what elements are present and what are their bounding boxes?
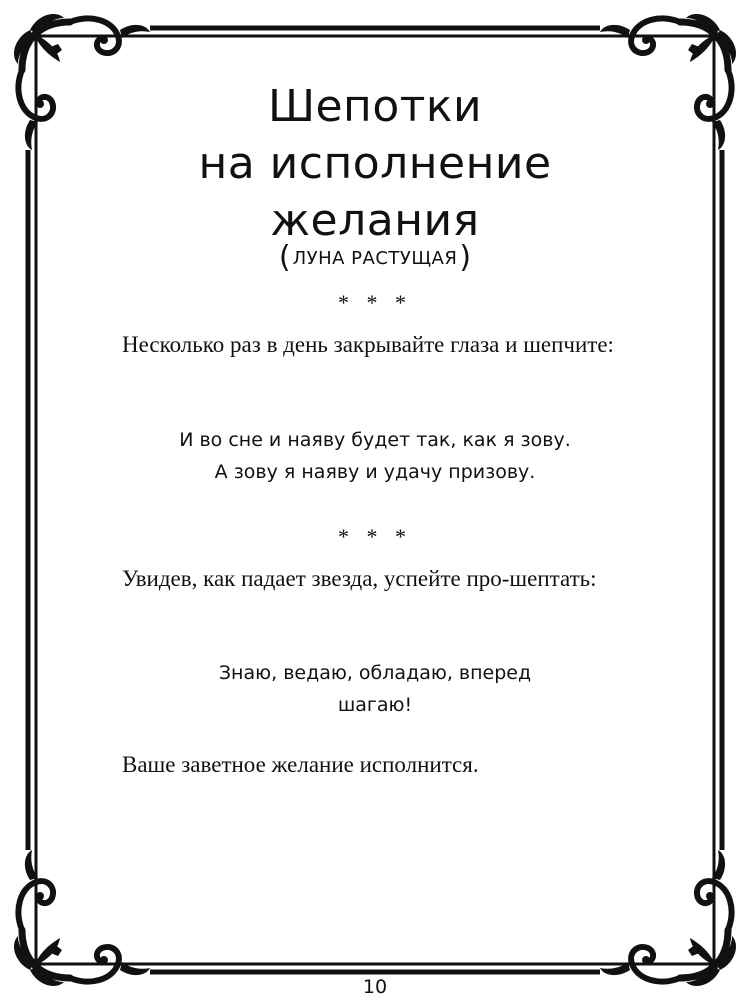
subtitle-text: ЛУНА РАСТУЩАЯ bbox=[292, 248, 458, 269]
verse-line: И во сне и наяву будет так, как я зову. bbox=[179, 429, 571, 451]
subtitle-open-paren: ( bbox=[278, 240, 291, 275]
verse-line: шагаю! bbox=[337, 694, 413, 716]
closing-paragraph: Ваше заветное желание исполнится. bbox=[122, 752, 479, 777]
title-line-1: Шепотки bbox=[267, 81, 483, 132]
verse-line: Знаю, ведаю, обладаю, вперед bbox=[218, 662, 532, 684]
title-line-2: на исполнение bbox=[198, 138, 552, 189]
section-1-paragraph: Несколько раз в день закрывайте глаза и шепчите: bbox=[122, 332, 614, 357]
section-1-verse bbox=[100, 424, 650, 488]
subtitle-close-paren: ) bbox=[459, 240, 472, 275]
title-line-3: желания bbox=[270, 195, 480, 246]
page-subtitle bbox=[100, 241, 650, 276]
section-separator-2: * * * bbox=[338, 524, 412, 549]
verse-line: А зову я наяву и удачу призову. bbox=[214, 461, 536, 483]
page-title bbox=[100, 78, 650, 249]
section-2-paragraph: Увидев, как падает звезда, успейте про-шептать: bbox=[122, 566, 597, 591]
section-separator-1: * * * bbox=[338, 290, 412, 315]
page-number: 10 bbox=[362, 976, 388, 998]
section-2-verse bbox=[100, 657, 650, 721]
